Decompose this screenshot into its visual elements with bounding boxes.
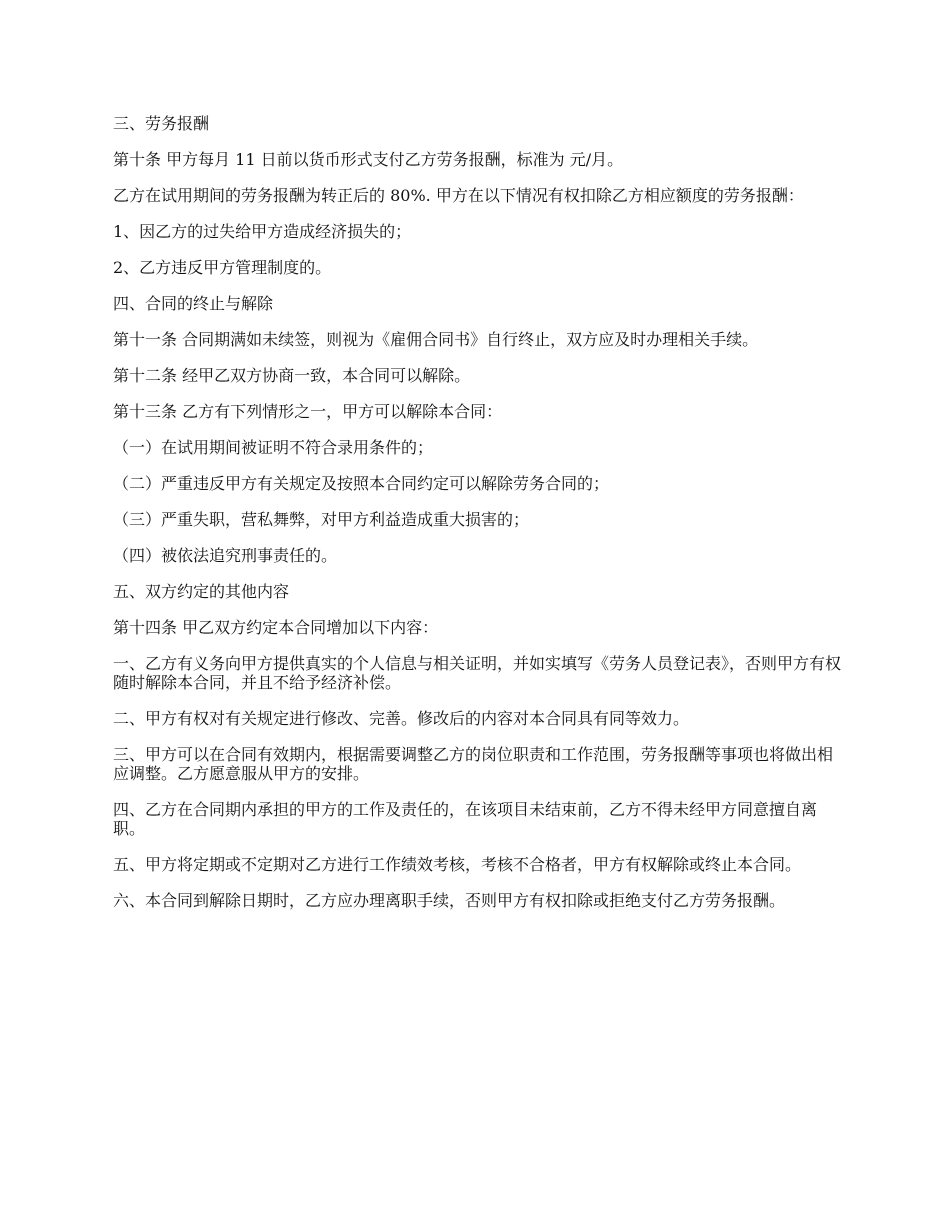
deduction-item-2: 2、乙方违反甲方管理制度的。 xyxy=(113,258,332,277)
article-14: 第十四条 甲乙双方约定本合同增加以下内容： xyxy=(113,618,439,637)
section-heading-other-terms: 五、双方约定的其他内容 xyxy=(113,582,290,601)
document-page xyxy=(113,114,843,927)
other-term-1: 一、乙方有义务向甲方提供真实的个人信息与相关证明，并如实填写《劳务人员登记表》，否则甲方有权随时解除本合同，并且不给予经济补偿。 xyxy=(113,654,842,692)
termination-case-2: （二）严重违反甲方有关规定及按照本合同约定可以解除劳务合同的； xyxy=(113,474,610,493)
other-term-5: 五、甲方将定期或不定期对乙方进行工作绩效考核，考核不合格者，甲方有权解除或终止本合同。 xyxy=(113,855,802,874)
deduction-item-1: 1、因乙方的过失给甲方造成经济损失的； xyxy=(113,222,412,241)
other-term-3: 三、甲方可以在合同有效期内，根据需要调整乙方的岗位职责和工作范围，劳务报酬等事项也将做出相应调整。乙方愿意服从甲方的安排。 xyxy=(113,745,834,783)
article-13: 第十三条 乙方有下列情形之一，甲方可以解除本合同： xyxy=(113,402,503,421)
other-term-6: 六、本合同到解除日期时，乙方应办理离职手续，否则甲方有权扣除或拒绝支付乙方劳务报酬。 xyxy=(113,891,786,910)
probation-remuneration-paragraph: 乙方在试用期间的劳务报酬为转正后的 80%. 甲方在以下情况有权扣除乙方相应额度的劳务报酬： xyxy=(113,186,804,205)
section-heading-termination: 四、合同的终止与解除 xyxy=(113,294,274,313)
termination-case-4: （四）被依法追究刑事责任的。 xyxy=(113,546,338,565)
termination-case-3: （三）严重失职，营私舞弊，对甲方利益造成重大损害的； xyxy=(113,510,530,529)
article-12: 第十二条 经甲乙双方协商一致，本合同可以解除。 xyxy=(113,366,471,385)
other-term-4: 四、乙方在合同期内承担的甲方的工作及责任的，在该项目未结束前，乙方不得未经甲方同意擅自离职。 xyxy=(113,800,818,838)
other-term-2: 二、甲方有权对有关规定进行修改、完善。修改后的内容对本合同具有同等效力。 xyxy=(113,709,690,728)
termination-case-1: （一）在试用期间被证明不符合录用条件的； xyxy=(113,438,434,457)
article-10: 第十条 甲方每月 11 日前以货币形式支付乙方劳务报酬，标准为 元/月。 xyxy=(113,150,624,169)
article-11: 第十一条 合同期满如未续签，则视为《雇佣合同书》自行终止，双方应及时办理相关手续。 xyxy=(113,330,759,349)
section-heading-remuneration: 三、劳务报酬 xyxy=(113,114,210,133)
